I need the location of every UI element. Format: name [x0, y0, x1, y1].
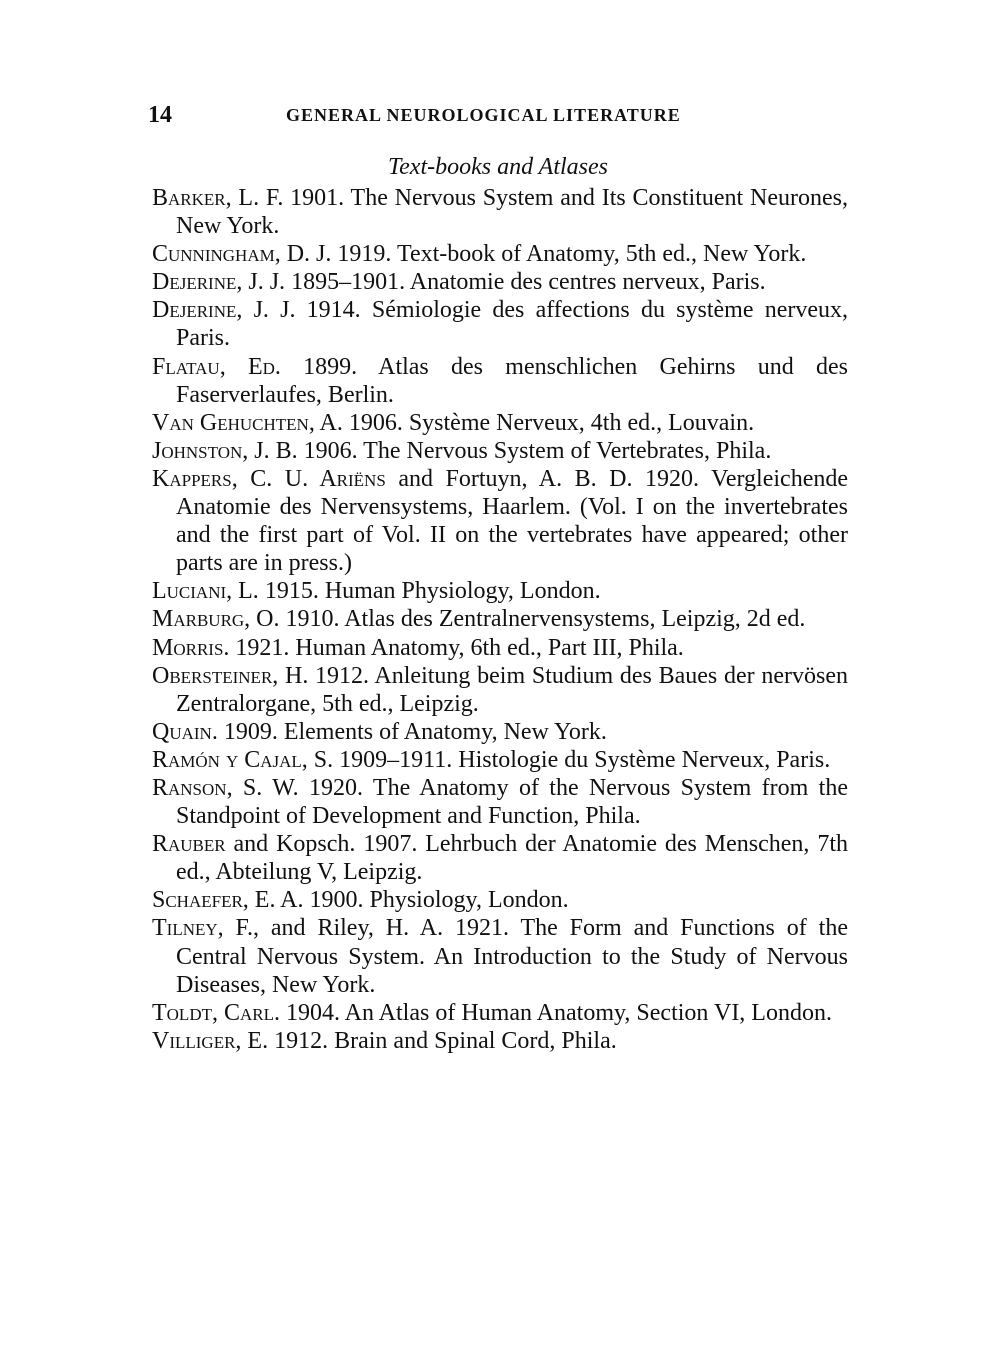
entry-text: and Fortuyn, A. B. D. 1920. Vergleichende Anatomie des Nervensystems, Haarlem. (Vol. I on the invertebrates and the first part of Vol. II on the vertebrates have appeared; other parts are in press.)	[176, 465, 848, 577]
entry-author: Dejerine, J. J.	[152, 269, 286, 296]
entry-author: Tilney, F.,	[152, 915, 259, 942]
bibliography-entry	[152, 746, 848, 774]
bibliography-entry	[152, 774, 848, 830]
entry-author: Marburg, O.	[152, 606, 280, 633]
bibliography-entry	[152, 353, 848, 409]
bibliography-entry	[152, 830, 848, 886]
bibliography-entry	[152, 296, 848, 352]
entry-author: Ranson, S. W.	[152, 774, 299, 801]
bibliography-entry	[152, 914, 848, 998]
entry-text: 1899. Atlas des menschlichen Gehirns und des Faserverlaufes, Berlin.	[176, 353, 848, 408]
entry-author: Toldt, Carl.	[152, 999, 280, 1026]
entry-author: Johnston, J. B.	[152, 437, 298, 464]
bibliography-entry	[152, 999, 848, 1027]
entry-author: Obersteiner, H.	[152, 662, 309, 689]
entry-author: Cunningham, D. J.	[152, 241, 332, 268]
entry-text: 1914. Sémiologie des affections du système nerveux, Paris.	[176, 297, 848, 352]
entry-text: 1912. Anleitung beim Studium des Baues der nervösen Zentralorgane, 5th ed., Leipzig.	[176, 662, 848, 717]
bibliography-entry	[152, 437, 848, 465]
entry-text: 1895–1901. Anatomie des centres nerveux, Paris.	[285, 269, 766, 296]
entry-text: and Riley, H. A. 1921. The Form and Functions of the Central Nervous System. An Introduction to the Study of Nervous Diseases, New York.	[176, 915, 848, 998]
entry-text: 1906. Système Nerveux, 4th ed., Louvain.	[342, 409, 755, 436]
entry-author: Morris.	[152, 634, 230, 661]
entry-text: 1919. Text-book of Anatomy, 5th ed., New York.	[331, 241, 807, 268]
entry-text: 1901. The Nervous System and Its Constituent Neurones, New York.	[176, 185, 848, 240]
entry-text: 1920. The Anatomy of the Nervous System from the Standpoint of Development and Function, Phila.	[176, 774, 849, 830]
bibliography-entry	[152, 634, 848, 662]
entry-author: Ramón y Cajal, S.	[152, 746, 334, 773]
entry-author: Dejerine, J. J.	[152, 297, 296, 324]
bibliography-entry	[152, 718, 848, 746]
entry-author: Barker, L. F.	[152, 185, 284, 211]
entry-text: 1906. The Nervous System of Vertebrates, Phila.	[297, 437, 772, 464]
entry-text: 1915. Human Physiology, London.	[258, 578, 601, 605]
bibliography-entry	[152, 409, 848, 437]
entry-text: 1912. Brain and Spinal Cord, Phila.	[268, 1027, 617, 1054]
entry-text: 1909. Elements of Anatomy, New York.	[217, 718, 607, 745]
page-number: 14	[148, 102, 172, 128]
bibliography-entry	[152, 577, 848, 605]
entry-text: 1909–1911. Histologie du Système Nerveux, Paris.	[333, 746, 831, 773]
running-title: GENERAL NEUROLOGICAL LITERATURE	[286, 105, 681, 125]
entry-text: 1900. Physiology, London.	[303, 887, 569, 914]
entry-text: 1910. Atlas des Zentralnervensystems, Leipzig, 2d ed.	[279, 606, 806, 633]
bibliography-entry	[152, 662, 848, 718]
page-header	[148, 102, 848, 132]
bibliography-entry	[152, 240, 848, 268]
bibliography-entry	[152, 465, 848, 577]
entry-author: Quain.	[152, 718, 218, 745]
entry-author: Villiger, E.	[152, 1027, 269, 1054]
entry-author: Kappers, C. U. Ariëns	[152, 465, 386, 492]
entry-text: 1904. An Atlas of Human Anatomy, Section VI, London.	[280, 999, 832, 1026]
entry-author: Schaefer, E. A.	[152, 887, 304, 914]
bibliography-entry	[152, 184, 848, 240]
bibliography-entry	[152, 1027, 848, 1055]
bibliography-entry	[152, 268, 848, 296]
entry-text: 1921. Human Anatomy, 6th ed., Part III, Phila.	[229, 634, 684, 661]
bibliography-entry	[152, 605, 848, 633]
bibliography-entry	[152, 886, 848, 914]
entry-author: Flatau, Ed.	[152, 353, 281, 380]
bibliography-list	[152, 184, 848, 1055]
entry-text: and Kopsch. 1907. Lehrbuch der Anatomie des Menschen, 7th ed., Abteilung V, Leipzig.	[176, 831, 848, 886]
entry-author: Rauber	[152, 831, 226, 858]
entry-author: Van Gehuchten, A.	[152, 409, 343, 436]
section-title: Text-books and Atlases	[388, 154, 608, 180]
entry-author: Luciani, L.	[152, 578, 259, 605]
